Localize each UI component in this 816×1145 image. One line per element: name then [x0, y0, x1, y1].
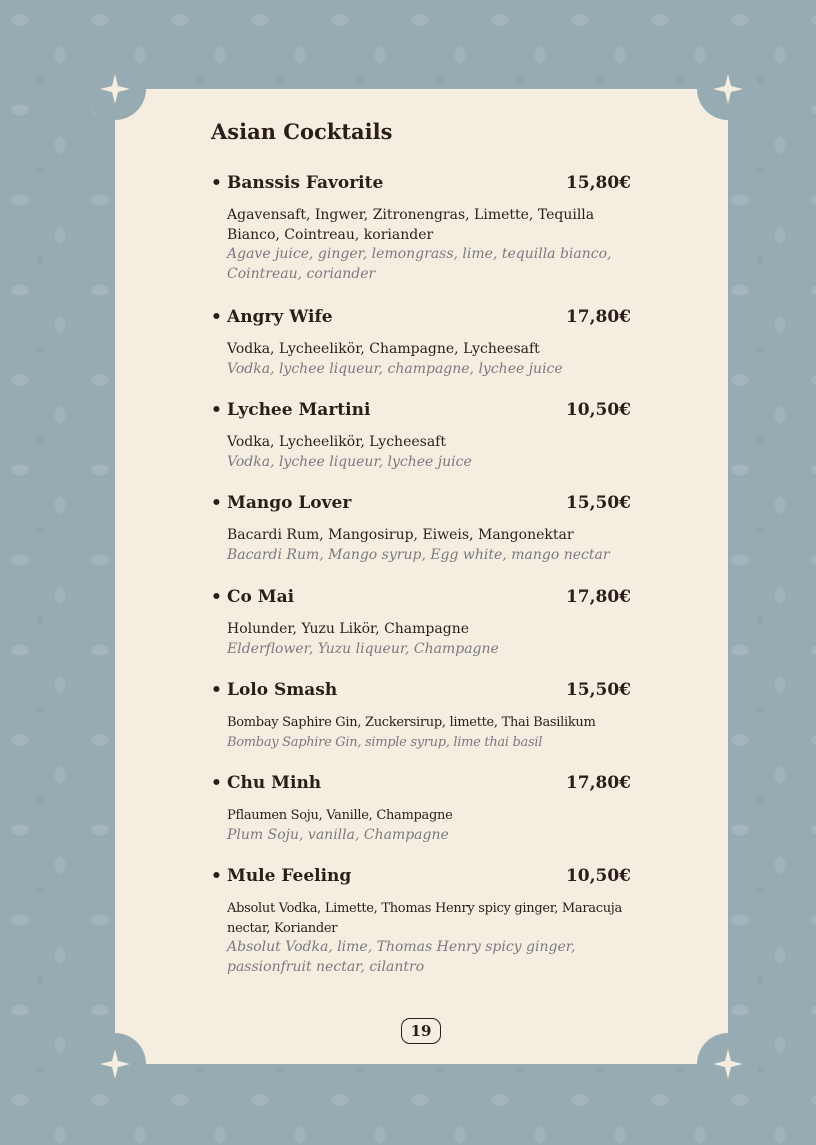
- item-name: Co Mai: [227, 587, 295, 607]
- item-description-de: Bacardi Rum, Mangosirup, Eiweis, Mangonektar: [227, 527, 574, 543]
- bullet: •: [211, 307, 222, 327]
- item-name: Lychee Martini: [227, 400, 371, 420]
- item-price: 17,80€: [565, 773, 631, 793]
- menu-item: [211, 307, 631, 379]
- item-description-de: Vodka, Lycheelikör, Champagne, Lycheesaft: [227, 341, 540, 357]
- menu-item: [211, 773, 631, 845]
- item-name: Chu Minh: [227, 773, 322, 793]
- item-description-en: Agave juice, ginger, lemongrass, lime, tequilla bianco, Cointreau, coriander: [227, 246, 612, 282]
- item-description-de: Bombay Saphire Gin, Zuckersirup, limette, Thai Basilikum: [227, 715, 596, 730]
- menu-item: [211, 173, 631, 284]
- item-price: 15,80€: [565, 173, 631, 193]
- item-description-en: Vodka, lychee liqueur, champagne, lychee juice: [227, 360, 563, 377]
- item-description-en: Bacardi Rum, Mango syrup, Egg white, mango nectar: [227, 546, 610, 563]
- item-description-de: Agavensaft, Ingwer, Zitronengras, Limette, Tequilla Bianco, Cointreau, koriander: [227, 207, 595, 243]
- bullet: •: [211, 680, 222, 700]
- item-name: Lolo Smash: [227, 680, 338, 700]
- bullet: •: [211, 587, 222, 607]
- item-description-de: Holunder, Yuzu Likör, Champagne: [227, 621, 469, 637]
- section-title: Asian Cocktails: [211, 119, 393, 144]
- item-price: 15,50€: [565, 680, 631, 700]
- item-price: 10,50€: [565, 866, 631, 886]
- item-description-de: Absolut Vodka, Limette, Thomas Henry spicy ginger, Maracuja nectar, Koriander: [227, 901, 622, 936]
- item-name: Mango Lover: [227, 493, 352, 513]
- item-price: 15,50€: [565, 493, 631, 513]
- menu-item: [211, 866, 631, 977]
- bullet: •: [211, 173, 222, 193]
- item-description-en: Bombay Saphire Gin, simple syrup, lime thai basil: [227, 734, 543, 750]
- menu-item: [211, 680, 631, 752]
- item-price: 17,80€: [565, 587, 631, 607]
- item-description-en: Vodka, lychee liqueur, lychee juice: [227, 453, 472, 470]
- bullet: •: [211, 866, 222, 886]
- item-price: 10,50€: [565, 400, 631, 420]
- item-price: 17,80€: [565, 307, 631, 327]
- item-name: Angry Wife: [227, 307, 333, 327]
- page-number: 19: [401, 1018, 441, 1044]
- menu-item: [211, 587, 631, 659]
- item-description-en: Absolut Vodka, lime, Thomas Henry spicy ginger, passionfruit nectar, cilantro: [227, 939, 576, 975]
- bullet: •: [211, 493, 222, 513]
- item-description-en: Plum Soju, vanilla, Champagne: [227, 826, 449, 843]
- bullet: •: [211, 773, 222, 793]
- item-description-en: Elderflower, Yuzu liqueur, Champagne: [227, 640, 499, 657]
- menu-item: [211, 400, 631, 472]
- item-description-de: Vodka, Lycheelikör, Lycheesaft: [227, 434, 446, 450]
- item-name: Mule Feeling: [227, 866, 352, 886]
- menu-item: [211, 493, 631, 565]
- item-name: Banssis Favorite: [227, 173, 384, 193]
- item-description-de: Pflaumen Soju, Vanille, Champagne: [227, 808, 453, 823]
- bullet: •: [211, 400, 222, 420]
